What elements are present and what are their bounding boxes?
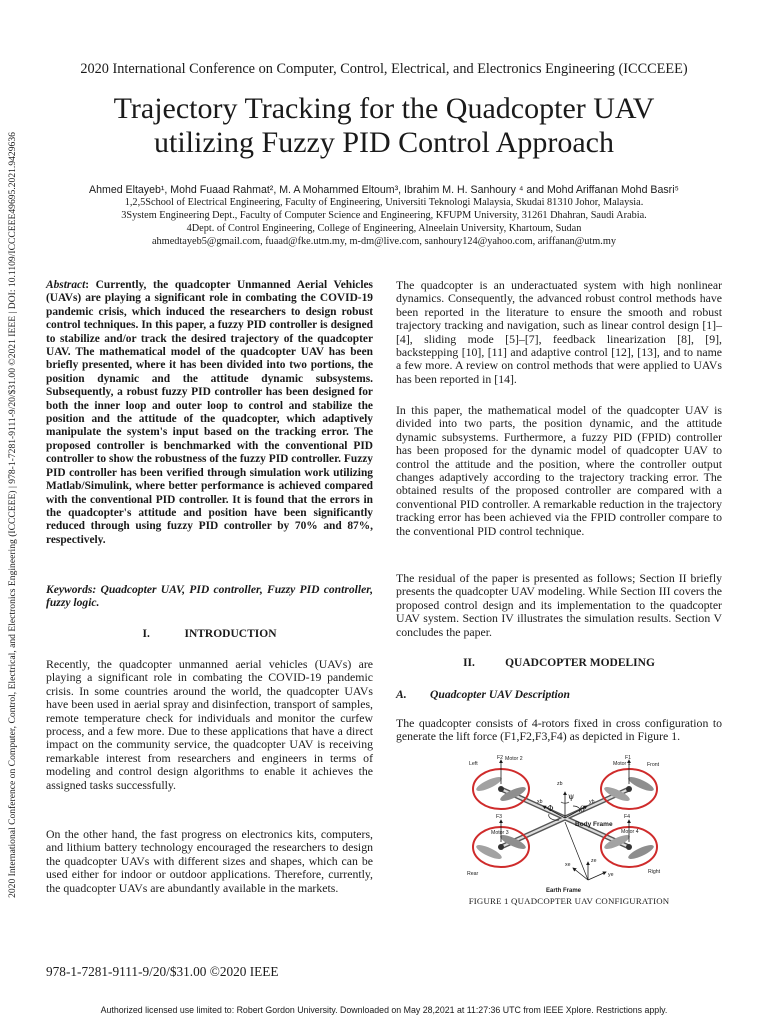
paper-title (60, 92, 708, 160)
label-f1: F1 (625, 755, 632, 761)
conference-header: 2020 International Conference on Computer, Control, Electrical, and Electronics Engineering (ICCCEEE) (80, 61, 688, 77)
label-phi: Φ (547, 804, 554, 813)
section-number: II. (463, 657, 475, 669)
title-line-2: utilizing Fuzzy PID Control Approach (154, 126, 614, 159)
abstract-label: Abstract (46, 279, 86, 291)
author-list: Ahmed Eltayeb¹, Mohd Fuaad Rahmat², M. A Mohammed Eltoum³, Ibrahim M. H. Sanhoury ⁴ and Mohd Ariffanan Mohd Basri⁵ (89, 184, 679, 196)
label-earth-frame: Earth Frame (546, 888, 582, 894)
author-emails: ahmedtayeb5@gmail.com, fuaad@fke.utm.my, m-dm@live.com, sanhoury124@yahoo.com, ariffanan@utm.my (151, 236, 617, 247)
subsection-title: Quadcopter UAV Description (430, 688, 570, 701)
label-psi: ψ (568, 792, 575, 801)
label-left: Left (469, 761, 478, 767)
label-f4: F4 (624, 814, 631, 820)
subsection-heading-a (396, 688, 722, 701)
label-motor-3: Motor 3 (491, 830, 509, 836)
label-body-frame: Body Frame (575, 821, 613, 828)
label-ye: ye (608, 872, 614, 878)
subsection-number: A. (396, 688, 407, 701)
isbn-footer: 978-1-7281-9111-9/20/$31.00 ©2020 IEEE (46, 964, 279, 979)
right-paragraph-2: In this paper, the mathematical model of the quadcopter UAV is divided into two parts, the position dynamic, and the attitude dynamic subsystems. Furthermore, a fuzzy PID (FPID) controller has been proposed for the dynamic model of quadcopter UAV to control the attitude and the position, where the controller output changes adaptively according to the trajectory tracking error. The obtained results of the proposed controller are compared with a conventional PID controller. A remarkable reduction in the trajectory tracking error has been achieved via the FPID controller compare to the conventional PID control technique. (396, 403, 722, 538)
side-doi-line: 2020 International Conference on Computer, Control, Electrical, and Electronics Engineering (ICCCEEE) | 978-1-7281-9111-9/20/$31.00 ©2021 IEEE | DOI: 10.1109/ICCCEEE49695.2021.9429636 (7, 132, 18, 898)
affiliation-3: 4Dept. of Control Engineering, College of Engineering, Alneelain University, Khartoum, Sudan (186, 223, 582, 234)
affiliation-2: 3System Engineering Dept., Faculty of Computer Science and Engineering, KFUPM University, 31261 Dhahran, Saudi Arabia. (121, 210, 647, 221)
right-paragraph-1: The quadcopter is an underactuated system with high nonlinear dynamics. Consequently, the advanced robust control methods have been reported in the literature to ensure the smooth and robust trajectory tracking and navigation, such as linear control design [1]–[4], sliding mode [5]–[7], feedback linearization [8], [9], backstepping [10], [11] and adaptive control [12], [13], and to name a few more. A review on control methods that were applied to UAVs has been reported in [14]. (396, 278, 722, 386)
abstract (46, 279, 373, 547)
abstract-text: : Currently, the quadcopter Unmanned Aerial Vehicles (UAVs) are playing a significant role in combating the COVID-19 pandemic crisis, which induced the researchers to design robust control techniques. In this paper, a fuzzy PID controller is designed to stabilize and/or track the desired trajectory of the quadcopter UAV. The mathematical model of the quadcopter UAV has been briefly presented, where it has been divided into two portions, the position dynamic and the attitude dynamic subsystems. Subsequently, a robust fuzzy PID controller has been designed for both the inner loop and outer loop to control and stabilize the position and the attitude of the quadcopter, which adaptively manipulate the system's input based on the tracking error. The proposed controller is benchmarked with the conventional PID controller to show the robustness of the fuzzy PID controller. Fuzzy PID controller has been verified through simulation work utilizing Matlab/Simulink, where better performance is achieved compared with the conventional PID controller. It is found that the errors in the quadcopter's attitude and position have been significantly reduced through using fuzzy PID controller by 70% and 87%, respectively. (46, 279, 373, 546)
intro-paragraph-2: On the other hand, the fast progress on electronics kits, computers, and lithium battery technology encouraged the researchers to design the quadcopter UAVs with different sizes and shapes, which can be used either for indoor or outdoor applications. Therefore, currently, the quadcopter UAVs are abundantly available in the markets. (46, 827, 373, 895)
right-paragraph-4: The quadcopter consists of 4-rotors fixed in cross configuration to generate the lift force (F1,F2,F3,F4) as depicted in Figure 1. (396, 716, 722, 744)
label-xe: xe (565, 862, 571, 868)
label-rear: Rear (467, 871, 479, 877)
label-f3: F3 (496, 814, 503, 820)
intro-paragraph-1: Recently, the quadcopter unmanned aerial vehicles (UAVs) are playing a significant role in combating the COVID-19 pandemic crisis. In some countries around the world, the quadcopter UAVs have been used in aerial spray and disinfection, transport of samples, remote temperature check for individuals and monitor the curfew process, and a few more. Due to these applications that have a direct impact on the community service, the quadcopter UAV is receiving remarkable interest from researchers and engineers in terms of modeling and control design algorithms to enable it achieves the assigned tasks successfully. (46, 657, 373, 792)
section-number: I. (142, 628, 150, 640)
label-front: Front (647, 762, 660, 768)
label-theta: θ (580, 805, 585, 814)
section-title: QUADCOPTER MODELING (505, 657, 655, 669)
section-title: INTRODUCTION (184, 628, 277, 640)
title-line-1: Trajectory Tracking for the Quadcopter UAV (113, 92, 655, 125)
quadcopter-figure (461, 754, 667, 896)
label-motor-2: Motor 2 (505, 756, 523, 762)
label-motor-1: Motor 1 (613, 761, 631, 767)
section-heading-introduction (46, 628, 373, 641)
label-xb: xb (537, 799, 543, 805)
affiliation-1: 1,2,5School of Electrical Engineering, Faculty of Engineering, Universiti Teknologi Malaysia, Skudai 81310 Johor, Malaysia. (124, 197, 644, 208)
label-ze: ze (591, 858, 597, 864)
right-paragraph-3: The residual of the paper is presented as follows; Section II briefly presents the quadcopter UAV modeling. While Section III covers the proposed control design and its implementation to the quadcopter UAV system. Section IV illustrates the simulation results. Section V concludes the paper. (396, 571, 722, 639)
section-heading-modeling (396, 657, 722, 670)
license-footer: Authorized licensed use limited to: Robert Gordon University. Downloaded on May 28,2021 at 11:27:36 UTC from IEEE Xplore. Restrictions apply. (100, 1005, 668, 1015)
label-zb: zb (557, 781, 563, 787)
figure-caption: FIGURE 1 QUADCOPTER UAV CONFIGURATION (468, 896, 670, 906)
label-yb: yb (589, 799, 595, 805)
label-f2: F2 (497, 755, 504, 761)
label-motor-4: Motor 4 (621, 829, 639, 835)
label-right: Right (648, 869, 661, 875)
keywords: Keywords: Quadcopter UAV, PID controller, Fuzzy PID controller, fuzzy logic. (46, 583, 373, 610)
